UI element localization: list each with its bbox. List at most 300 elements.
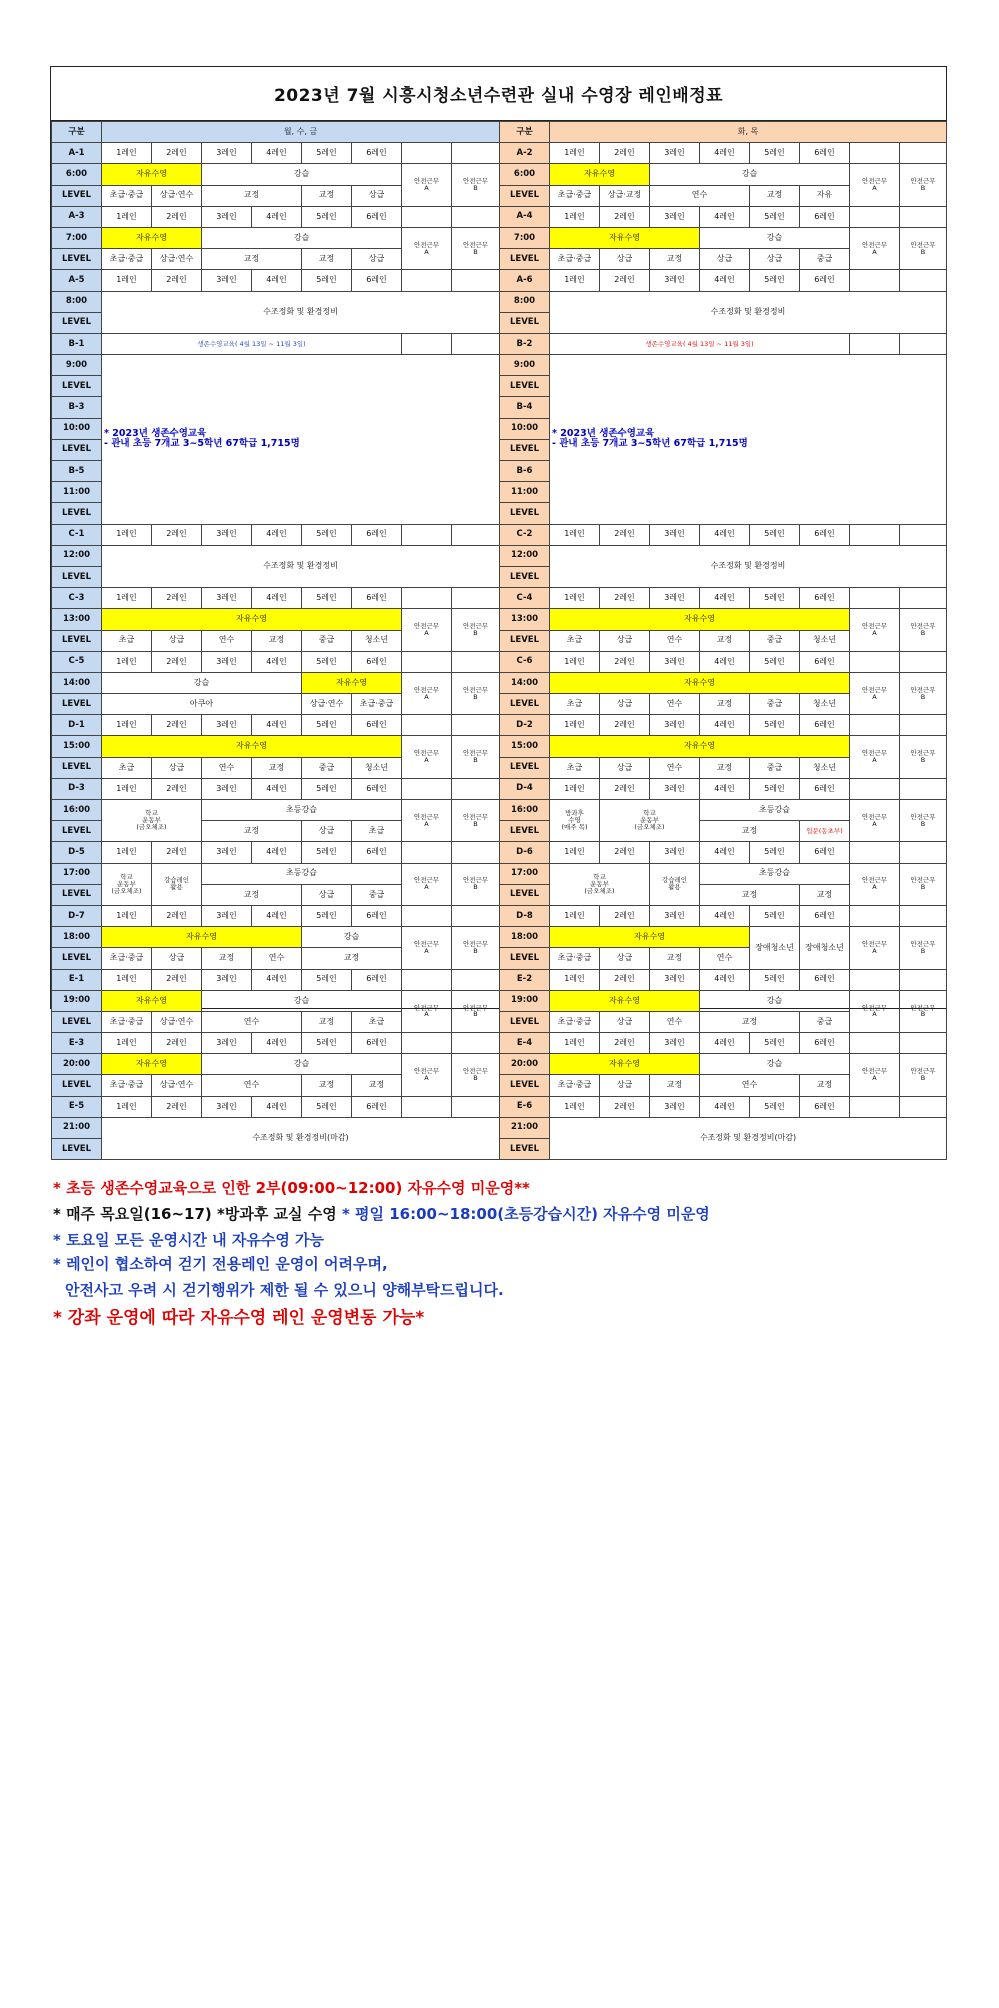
table-cell: 16:00 [52,800,102,821]
table-row [500,1096,947,1117]
table-cell: 21:00 [52,1117,102,1138]
table-cell: 15:00 [52,736,102,757]
survival-note [550,355,947,525]
table-cell: 4레인 [700,715,750,736]
table-cell: 상급·연수 [152,1075,202,1096]
table-cell: LEVEL [500,1075,550,1096]
table-cell: 안전근무 B [452,736,500,778]
table-cell: 1레인 [102,206,152,227]
table-cell: LEVEL [500,376,550,397]
table-cell: 초급 [550,757,600,778]
table-cell [452,524,500,545]
table-cell: - 관내 초등 7개교 3~5학년 67학급 1,715명 [552,438,748,450]
table-cell [850,1096,900,1117]
table-cell: B-1 [52,333,102,354]
table-row [500,990,947,1011]
table-cell: E-6 [500,1096,550,1117]
table-cell: 8:00 [500,291,550,312]
table-cell: 장애청소년 [750,927,800,969]
table-cell: 6레인 [352,969,402,990]
table-cell [452,778,500,799]
table-cell: 학교 운동부 (금오체조) [550,863,650,905]
table-cell: C-1 [52,524,102,545]
table-cell: 2레인 [600,206,650,227]
table-cell: 자유수영 [550,1054,700,1075]
table-cell: 7:00 [500,227,550,248]
table-row [52,990,500,1011]
table-cell: 청소년 [800,694,850,715]
table-cell: 초급·중급 [550,1075,600,1096]
table-cell: 5레인 [302,715,352,736]
table-cell: 4레인 [700,143,750,164]
table-row [500,1033,947,1054]
table-cell: 안전근무 B [900,736,947,778]
table-cell: 안전근무 B [900,672,947,714]
table-cell: 상급 [700,249,750,270]
table-cell: 안전근무 B [900,164,947,206]
table-cell: 3레인 [650,715,700,736]
table-row [500,715,947,736]
table-row [52,969,500,990]
table-cell: 4레인 [252,143,302,164]
table-row [52,122,500,143]
table-cell: 19:00 [500,990,550,1011]
table-cell: 안전근무 B [452,927,500,969]
table-cell: LEVEL [52,376,102,397]
table-cell: 2레인 [152,1096,202,1117]
table-cell: 방과후 수영 (매주 목) [550,800,600,842]
table-cell: 3레인 [202,1096,252,1117]
table-cell: 자유수영 [102,609,402,630]
table-cell [850,778,900,799]
table-cell: 수조정화 및 환경정비 [102,291,500,333]
table-cell: 안전근무 A [850,736,900,778]
table-cell: 14:00 [52,672,102,693]
table-cell: 연수 [700,1075,800,1096]
note-survival: * 초등 생존수영교육으로 인한 2부(09:00~12:00) 자유수영 미운영** [53,1179,530,1197]
table-cell: 6레인 [800,270,850,291]
table-cell: LEVEL [52,1075,102,1096]
table-cell: 초급 [352,821,402,842]
table-row [500,355,947,376]
table-cell: 6레인 [352,715,402,736]
table-cell: 17:00 [52,863,102,884]
table-cell: A-3 [52,206,102,227]
table-row [52,164,500,185]
table-cell: 연수 [650,630,700,651]
table-cell: 강습 [700,1054,850,1075]
table-cell [900,270,947,291]
table-cell: 중급 [800,1011,850,1032]
table-cell: 초급·중급 [550,948,600,969]
table-cell: 21:00 [500,1117,550,1138]
table-cell [900,651,947,672]
table-cell: 5레인 [750,1096,800,1117]
table-cell: 4레인 [252,206,302,227]
table-cell: C-6 [500,651,550,672]
table-cell: 안전근무 B [900,1054,947,1096]
table-cell: 상급 [600,1075,650,1096]
table-cell: 교정 [202,185,302,206]
table-cell: 안전근무 A [850,609,900,651]
table-cell: LEVEL [500,821,550,842]
table-cell: 상급 [152,630,202,651]
table-cell [900,778,947,799]
table-cell: 3레인 [650,842,700,863]
table-cell: 20:00 [500,1054,550,1075]
table-cell [850,524,900,545]
table-cell [850,270,900,291]
table-cell [900,143,947,164]
table-cell [452,206,500,227]
table-cell: 3레인 [650,969,700,990]
table-cell: 5레인 [302,1033,352,1054]
table-cell: 교정 [700,1011,800,1032]
table-cell: 안전근무 B [900,990,947,1032]
table-cell: 3레인 [650,524,700,545]
table-cell: 5레인 [750,715,800,736]
table-cell: 1레인 [102,588,152,609]
table-cell: 화, 목 [550,122,947,143]
table-cell [402,905,452,926]
table-cell: 1레인 [550,206,600,227]
table-row [500,736,947,757]
table-cell [850,651,900,672]
table-cell: 2레인 [600,143,650,164]
table-cell: LEVEL [500,948,550,969]
table-cell: LEVEL [52,249,102,270]
table-cell: 안전근무 A [850,800,900,842]
table-cell: 강습 [202,164,402,185]
table-cell [402,1096,452,1117]
table-cell: 안전근무 B [452,672,500,714]
table-cell: 상급·교정 [600,185,650,206]
table-cell: 10:00 [52,418,102,439]
table-cell: 안전근무 B [900,800,947,842]
table-cell [402,778,452,799]
table-cell: 1레인 [550,905,600,926]
table-row [52,227,500,248]
table-cell: 6레인 [352,270,402,291]
table-cell: 안전근무 B [452,800,500,842]
table-cell: 2레인 [600,524,650,545]
table-cell: 4레인 [700,842,750,863]
table-cell: 안전근무 B [452,863,500,905]
table-cell: 6레인 [352,842,402,863]
table-cell: D-1 [52,715,102,736]
table-cell [900,1033,947,1054]
table-cell: 안전근무 A [850,164,900,206]
table-row [500,164,947,185]
table-cell: 5레인 [302,1096,352,1117]
table-cell: 5레인 [302,778,352,799]
table-cell: 교정 [650,1075,700,1096]
table-cell: 5레인 [750,206,800,227]
table-cell: 자유수영 [550,927,750,948]
table-cell: 교정 [202,948,252,969]
table-cell: 6레인 [800,1033,850,1054]
table-cell: LEVEL [52,566,102,587]
table-cell: B-4 [500,397,550,418]
table-cell: D-8 [500,905,550,926]
table-cell: 2레인 [600,715,650,736]
table-cell: 1레인 [102,842,152,863]
table-row [52,524,500,545]
table-cell: 4레인 [252,270,302,291]
table-cell: E-3 [52,1033,102,1054]
right-schedule-table [499,121,947,1160]
table-cell: 수조정화 및 환경정비(마감) [550,1117,947,1159]
table-cell [850,842,900,863]
table-cell: C-2 [500,524,550,545]
table-cell: 안전근무 B [900,927,947,969]
table-cell: B-6 [500,461,550,482]
table-row [52,715,500,736]
header-label: 구분 [52,122,102,143]
table-cell: 4레인 [700,969,750,990]
table-cell: 3레인 [650,1033,700,1054]
table-cell: 3레인 [650,778,700,799]
table-row [500,927,947,948]
table-cell: 2레인 [600,842,650,863]
table-cell: 4레인 [252,778,302,799]
table-cell: 4레인 [700,778,750,799]
table-cell: E-2 [500,969,550,990]
table-row [500,800,947,821]
table-cell: 안전근무 A [402,927,452,969]
table-cell: 수조정화 및 환경정비 [550,545,947,587]
table-cell: 2레인 [152,651,202,672]
table-row [500,969,947,990]
table-cell: 1레인 [550,715,600,736]
table-cell: 5레인 [750,1033,800,1054]
note-walking-1: * 레인이 협소하여 걷기 전용레인 운영이 어려우며, [53,1255,388,1273]
table-cell: 4레인 [700,905,750,926]
table-cell [900,842,947,863]
table-cell: 입문(동초부) [800,821,850,842]
notes-section [51,1165,946,2008]
table-cell: 자유수영 [102,736,402,757]
table-row [52,651,500,672]
table-cell: D-6 [500,842,550,863]
table-cell [850,905,900,926]
table-cell: 1레인 [550,778,600,799]
table-cell: 초급·중급 [550,249,600,270]
table-cell: 3레인 [650,270,700,291]
table-cell [452,588,500,609]
table-cell [402,715,452,736]
table-cell: 2레인 [152,1033,202,1054]
table-cell: E-4 [500,1033,550,1054]
table-cell: 1레인 [102,651,152,672]
table-cell: 안전근무 A [850,672,900,714]
table-cell: 6레인 [352,778,402,799]
table-cell: 3레인 [202,969,252,990]
table-cell: 2레인 [600,905,650,926]
table-cell: 초등강습 [202,863,402,884]
table-cell: 11:00 [52,482,102,503]
table-cell: 생존수영교육( 4월 13일 ~ 11월 3일) [550,333,850,354]
table-cell: LEVEL [500,439,550,460]
table-cell: 6레인 [352,588,402,609]
table-cell: 교정 [800,1075,850,1096]
table-cell: 2레인 [600,651,650,672]
table-cell: 중급 [352,884,402,905]
table-cell: 교정 [650,249,700,270]
table-cell: 1레인 [550,143,600,164]
table-cell: 2레인 [152,143,202,164]
table-cell [850,969,900,990]
table-cell: A-5 [52,270,102,291]
table-cell: 16:00 [500,800,550,821]
table-cell: 6레인 [352,651,402,672]
table-cell: 연수 [700,948,750,969]
table-cell: 상급 [302,884,352,905]
table-cell: 5레인 [302,905,352,926]
table-cell: 안전근무 A [402,736,452,778]
table-cell [402,1033,452,1054]
table-cell: 3레인 [650,206,700,227]
table-row [52,588,500,609]
table-cell: 교정 [302,185,352,206]
table-row [52,863,500,884]
table-cell: 안전근무 B [900,609,947,651]
table-row [52,1117,500,1138]
table-cell [900,588,947,609]
table-cell: D-5 [52,842,102,863]
table-cell: 4레인 [700,588,750,609]
table-cell [452,905,500,926]
table-cell: 2레인 [600,1096,650,1117]
table-cell: 학교 운동부 (금오체조) [102,863,152,905]
table-cell: 5레인 [750,143,800,164]
table-cell: 강습 [650,164,850,185]
table-cell: 상급 [600,694,650,715]
table-cell: * 평일 16:00~18:00(초등강습시간) 자유수영 미운영 [336,1205,710,1223]
table-cell: 강습 [700,990,850,1011]
table-cell: 6레인 [800,524,850,545]
table-row [52,291,500,312]
table-cell: 13:00 [500,609,550,630]
table-cell: 연수 [202,1075,302,1096]
table-cell [900,524,947,545]
table-cell: * 매주 목요일(16~17) *방과후 교실 수영 [53,1205,337,1223]
table-cell: 6레인 [800,715,850,736]
table-cell: 2레인 [152,778,202,799]
table-cell: 5레인 [750,778,800,799]
table-cell: LEVEL [500,757,550,778]
table-cell: 19:00 [52,990,102,1011]
table-cell [452,715,500,736]
table-cell: 3레인 [650,1096,700,1117]
table-cell: 6레인 [800,206,850,227]
table-cell [850,588,900,609]
table-cell: 2레인 [600,969,650,990]
table-cell: A-1 [52,143,102,164]
table-cell: A-4 [500,206,550,227]
table-cell: 4레인 [252,588,302,609]
table-cell: 3레인 [202,270,252,291]
table-cell: 강습 [202,227,402,248]
table-cell: 2레인 [152,715,202,736]
table-cell: 3레인 [202,842,252,863]
table-cell: 안전근무 A [402,609,452,651]
table-cell: 3레인 [202,524,252,545]
table-cell: 15:00 [500,736,550,757]
table-cell: 3레인 [202,206,252,227]
table-cell: 4레인 [252,969,302,990]
table-cell: 연수 [202,757,252,778]
table-row [500,122,947,143]
table-cell: 교정 [352,1075,402,1096]
table-cell: 안전근무 A [850,227,900,269]
table-cell: 안전근무 A [402,672,452,714]
table-cell [402,524,452,545]
table-cell: 6레인 [352,1096,402,1117]
table-cell: 상급·연수 [152,1011,202,1032]
table-cell: 6레인 [352,143,402,164]
table-cell [452,969,500,990]
table-row [52,333,500,354]
table-cell: 1레인 [102,969,152,990]
table-cell: 3레인 [650,588,700,609]
table-cell: LEVEL [52,503,102,524]
table-cell: 상급 [302,821,352,842]
table-cell: 안전근무 B [452,227,500,269]
table-cell: 5레인 [750,651,800,672]
table-cell: 5레인 [302,206,352,227]
table-row [500,227,947,248]
table-cell: 9:00 [52,355,102,376]
table-row [500,863,947,884]
table-cell: 7:00 [52,227,102,248]
table-cell: LEVEL [52,1139,102,1160]
table-cell [850,333,900,354]
table-row [500,1117,947,1138]
table-row [500,206,947,227]
table-cell [402,333,452,354]
table-row [52,736,500,757]
table-cell: 자유수영 [102,927,302,948]
table-cell: 중급 [750,630,800,651]
table-cell: 초급 [102,630,152,651]
table-cell: 안전근무 A [402,227,452,269]
table-cell: 5레인 [302,651,352,672]
table-cell: 안전근무 A [850,990,900,1032]
table-cell: 6:00 [52,164,102,185]
table-cell: LEVEL [52,884,102,905]
table-cell: 17:00 [500,863,550,884]
table-cell: 13:00 [52,609,102,630]
table-row [500,1054,947,1075]
table-cell: 3레인 [202,905,252,926]
table-cell: 장애청소년 [800,927,850,969]
table-cell: 연수 [202,630,252,651]
table-cell: 교정 [800,884,850,905]
table-cell: 6레인 [800,842,850,863]
table-cell [900,715,947,736]
table-cell: 상급 [352,249,402,270]
table-cell: LEVEL [52,821,102,842]
table-cell: 생존수영교육( 4월 13일 ~ 11월 3일) [102,333,402,354]
table-cell: 상급 [600,948,650,969]
table-cell: 강습 [700,227,850,248]
table-cell: 초급·중급 [352,694,402,715]
table-row [500,291,947,312]
table-cell: 3레인 [650,905,700,926]
table-cell: 안전근무 B [452,609,500,651]
table-cell: 교정 [302,1075,352,1096]
